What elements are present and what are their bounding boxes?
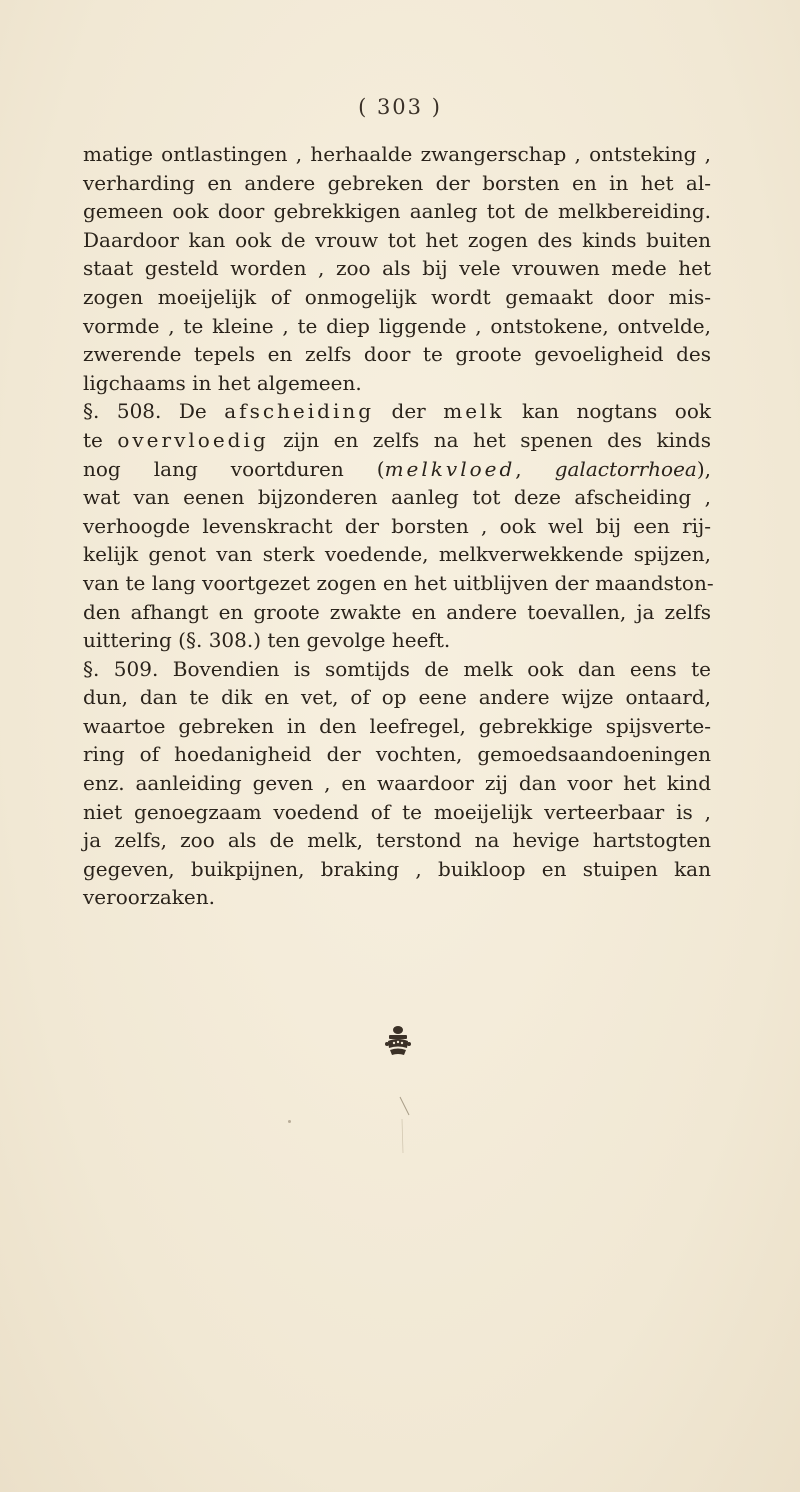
text-line: ja zelfs, zoo als de melk, terstond na hevige hartstogten	[83, 828, 711, 853]
text-line: ring of hoedanigheid der vochten, gemoedsaandoeningen	[83, 742, 711, 767]
text-line: waartoe gebreken in den leefregel, gebrekkige spijsverte-	[83, 713, 711, 738]
paper-mark	[398, 1095, 412, 1155]
text-line: gegeven, buikpijnen, braking , buikloop en stuipen kan	[83, 856, 711, 881]
text-line: enz. aanleiding geven , en waardoor zij dan voor het kind	[83, 771, 711, 796]
paper-speck	[288, 1120, 291, 1123]
text-line: nog lang voortduren (melkvloed, galactorrhoea),	[83, 456, 712, 481]
text-line: te overvloedig zijn en zelfs na het spenen des kinds	[83, 427, 711, 452]
text-line: zwerende tepels en zelfs door te groote gevoeligheid des	[83, 342, 711, 367]
page-number: ( 303 )	[358, 95, 442, 119]
text-line: gemeen ook door gebrekkigen aanleg tot de melkbereiding.	[83, 199, 711, 224]
text-line: §. 509. Bovendien is somtijds de melk ook dan eens te	[83, 656, 711, 681]
spaced-term: overvloedig	[117, 427, 269, 452]
text-line: uittering (§. 308.) ten gevolge heeft.	[83, 628, 451, 653]
text-line: Daardoor kan ook de vrouw tot het zogen des kinds buiten	[83, 227, 711, 252]
text-line: dun, dan te dik en vet, of op eene andere wijze ontaard,	[83, 685, 711, 710]
text-line: matige ontlastingen , herhaalde zwangerschap , ontsteking ,	[83, 142, 711, 166]
text-line: niet genoegzaam voedend of te moeijelijk verteerbaar is ,	[83, 799, 711, 824]
body-text	[83, 140, 714, 912]
text-line: verhoogde levenskracht der borsten , ook wel bij een rij-	[83, 513, 711, 538]
spaced-term: melk	[443, 399, 505, 424]
italic-term: melkvloed	[384, 456, 516, 481]
text-line: vormde , te kleine , te diep liggende , ontstokene, ontvelde,	[83, 313, 711, 338]
italic-term: galactorrhoea	[554, 456, 697, 481]
text-line: zogen moeijelijk of onmogelijk wordt gemaakt door mis-	[83, 284, 711, 309]
text-line: veroorzaken.	[83, 885, 215, 910]
printer-ornament-icon	[383, 1024, 413, 1058]
spaced-term: afscheiding	[224, 399, 375, 424]
text-line: van te lang voortgezet zogen en het uitblijven der maandston-	[83, 570, 714, 595]
text-line: kelijk genot van sterk voedende, melkverwekkende spijzen,	[83, 542, 711, 567]
text-line: staat gesteld worden , zoo als bij vele vrouwen mede het	[83, 256, 711, 281]
text-line: verharding en andere gebreken der borsten en in het al-	[83, 170, 711, 195]
text-line: wat van eenen bijzonderen aanleg tot deze afscheiding ,	[83, 485, 711, 510]
text-line: ligchaams in het algemeen.	[83, 370, 362, 395]
text-line: §. 508. De afscheiding der melk kan nogtans ook	[83, 399, 711, 424]
text-line: den afhangt en groote zwakte en andere toevallen, ja zelfs	[83, 599, 711, 624]
